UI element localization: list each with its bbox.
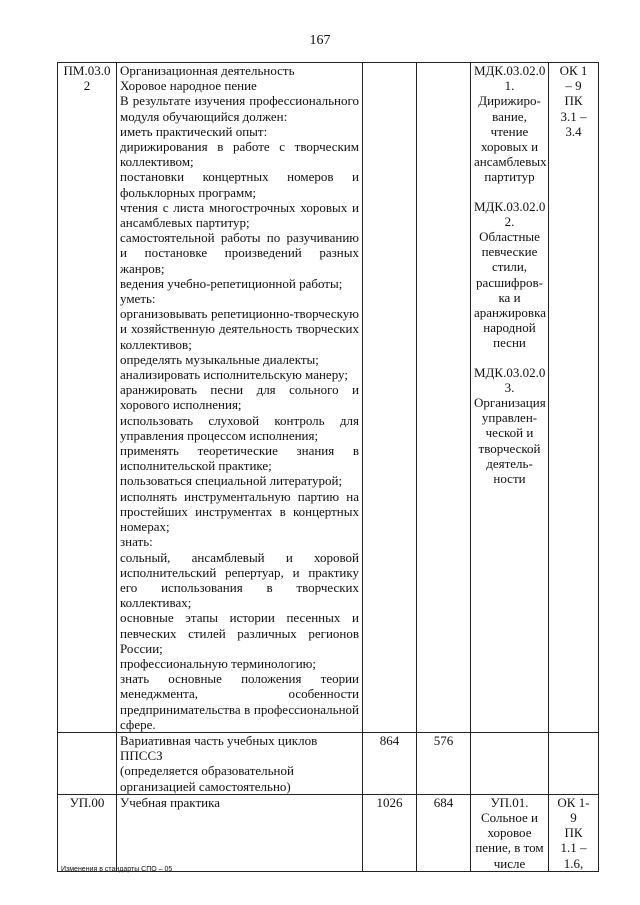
description-line: самостоятельной работы по разучиванию и постановке произведений разных жанров;: [120, 230, 359, 276]
description-line: аранжировать песни для сольного и хорового исполнения;: [120, 382, 359, 413]
competency-codes: [549, 732, 599, 794]
module-description: [117, 63, 363, 733]
description-line: Организационная деятельность: [120, 63, 295, 78]
description-line: исполнять инструментальную партию на простейших инструментах в концертных номерах;: [120, 488, 359, 535]
module-description: [117, 794, 363, 871]
course-gap: [474, 185, 545, 199]
course-entry: МДК.03.02.0 2. Областные певческие стили, расшифров- ка и аранжировка народной песни: [474, 198, 546, 351]
module-code: ПМ.03.0 2: [58, 63, 117, 733]
description-line: пользоваться специальной литературой;: [120, 473, 343, 489]
max-load-cell: 864: [363, 732, 417, 794]
description-line: профессиональную терминологию;: [120, 655, 316, 671]
module-description: [117, 732, 363, 794]
table-row: [58, 63, 599, 733]
footer-note: Изменения в стандарты СПО – 05: [61, 866, 173, 873]
hours-cell: 576: [417, 732, 471, 794]
course-list: [471, 794, 549, 871]
description-line: ППССЗ: [120, 748, 163, 764]
page-number: 167: [309, 33, 331, 48]
hours-cell: [417, 63, 471, 733]
description-line: основные этапы истории песенных и певческих стилей различных регионов России;: [120, 610, 359, 656]
description-line: знать основные положения теории менеджмента, особенности предпринимательства в профессиональной сфере.: [120, 671, 359, 732]
description-line: анализировать исполнительскую манеру;: [120, 367, 348, 383]
description-line: определять музыкальные диалекты;: [120, 351, 319, 367]
competency-codes: ОК 1 – 9 ПК 3.1 – 3.4: [549, 63, 599, 733]
module-code: [58, 732, 117, 794]
description-line: использовать слуховой контроль для управления процессом исполнения;: [120, 412, 359, 443]
description-line: знать:: [120, 534, 153, 550]
course-gap: [474, 351, 545, 365]
max-load-cell: 1026: [363, 794, 417, 871]
table-row: [58, 732, 599, 794]
description-line: ведения учебно-репетиционной работы;: [120, 275, 343, 291]
description-line: иметь практический опыт:: [120, 123, 268, 139]
description-line: В результате изучения профессионального модуля обучающийся должен:: [120, 93, 359, 124]
description-line: Хоровое народное пение: [120, 78, 257, 94]
description-line: дирижирования в работе с творческим коллективом;: [120, 139, 359, 170]
description-line: Вариативная часть учебных циклов: [120, 732, 318, 748]
description-line: сольный, ансамблевый и хоровой исполнительский репертуар, и практику его использования в творческих коллективах;: [120, 549, 359, 611]
description-line: чтения с листа многострочных хоровых и ансамблевых партитур;: [120, 199, 359, 231]
course-list: [471, 63, 549, 733]
description-line: применять теоретические знания в исполнительской практике;: [120, 443, 359, 474]
description-line: постановки концертных номеров и фольклорных программ;: [120, 169, 359, 200]
competency-codes: ОК 1- 9 ПК 1.1 – 1.6,: [549, 794, 599, 871]
description-line: Учебная практика: [120, 794, 220, 810]
course-entry: МДК.03.02.0 1. Дирижиро- вание, чтение хоровых и ансамблевых партитур: [474, 63, 547, 185]
course-list: [471, 732, 549, 794]
description-line: (определяется образовательной организацией самостоятельно): [120, 763, 294, 794]
course-entry: УП.01. Сольное и хоровое пение, в том числе: [475, 794, 544, 871]
hours-cell: 684: [417, 794, 471, 871]
course-entry: МДК.03.02.0 3. Организация управлен- ческой и творческой деятель- ности: [474, 364, 546, 487]
max-load-cell: [363, 63, 417, 733]
table-row: [58, 794, 599, 871]
description-line: организовывать репетиционно-творческую и хозяйственную деятельность творческих коллективов;: [120, 306, 359, 352]
description-line: уметь:: [120, 291, 156, 307]
module-code: УП.00: [58, 794, 117, 871]
curriculum-table: [57, 62, 599, 872]
